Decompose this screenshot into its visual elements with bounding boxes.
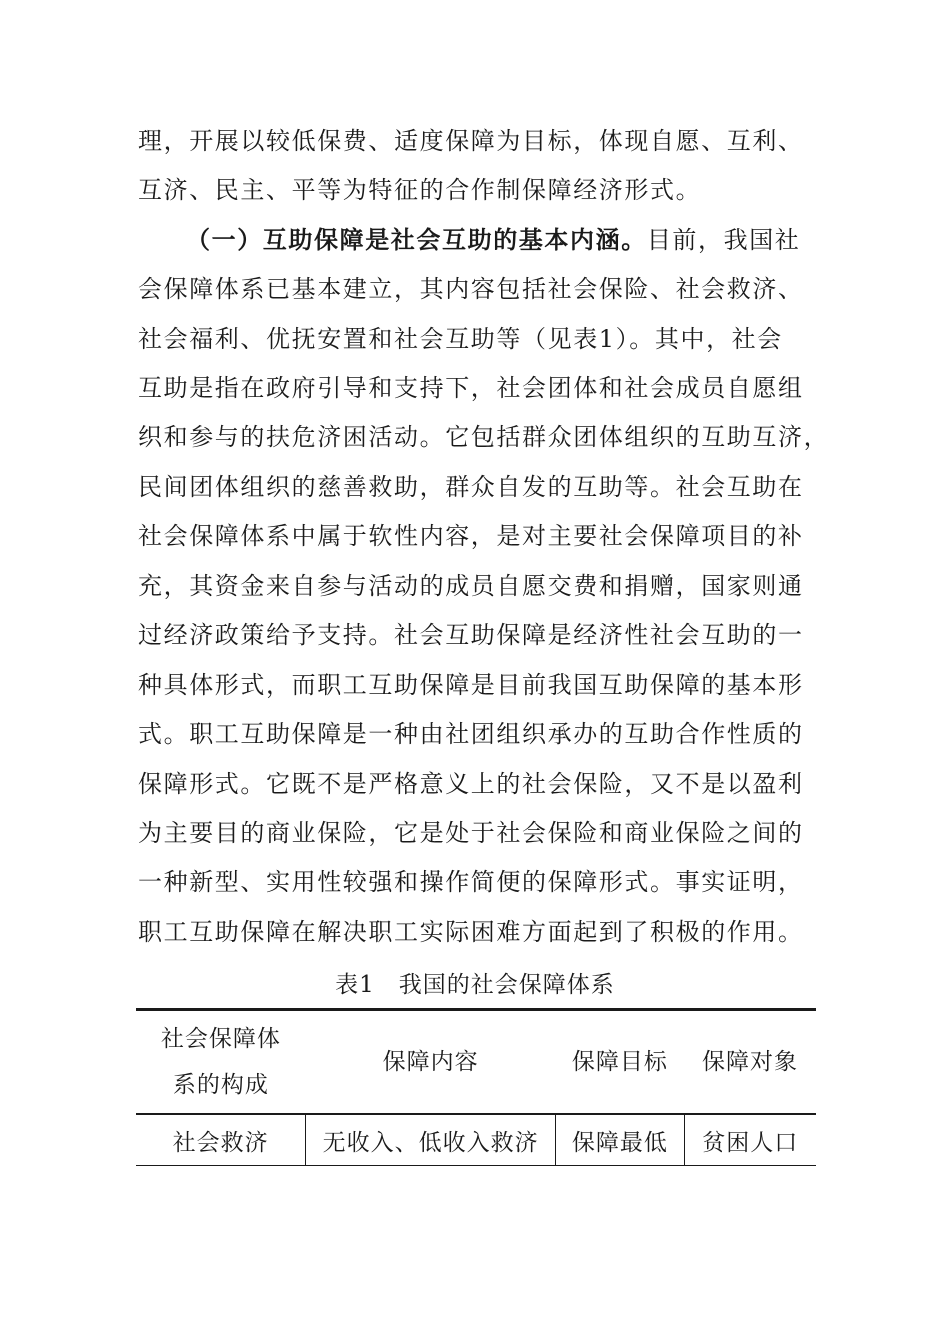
- cell-target: 贫困人口: [684, 1114, 816, 1166]
- section-heading-line: [186, 224, 818, 256]
- body-line-17: 职工互助保障在解决职工实际困难方面起到了积极的作用。: [138, 918, 804, 946]
- body-line-15: 为主要目的商业保险，它是处于社会保险和商业保险之间的: [138, 819, 804, 847]
- body-line-8: 民间团体组织的慈善救助，群众自发的互助等。社会互助在: [138, 473, 804, 501]
- body-line-6: 互助是指在政府引导和支持下，社会团体和社会成员自愿组: [138, 374, 804, 402]
- body-line-4: 会保障体系已基本建立，其内容包括社会保险、社会救济、: [138, 275, 804, 303]
- table-row: [136, 1114, 816, 1166]
- body-line-1: 理，开展以较低保费、适度保障为目标，体现自愿、互利、: [138, 127, 804, 155]
- social-security-table: [136, 1008, 816, 1166]
- section-heading-rest: 目前，我国社: [646, 226, 801, 254]
- table-caption: 表1 我国的社会保障体系: [335, 972, 615, 998]
- header-goal: 保障目标: [571, 1049, 668, 1075]
- body-line-7: 织和参与的扶危济困活动。它包括群众团体组织的互助互济，: [138, 423, 830, 451]
- body-line-16: 一种新型、实用性较强和操作简便的保障形式。事实证明，: [138, 868, 804, 896]
- header-content: 保障内容: [382, 1049, 479, 1075]
- body-line-2: 互济、民主、平等为特征的合作制保障经济形式。: [138, 176, 702, 204]
- header-composition-line-1: 社会保障体: [160, 1026, 281, 1052]
- body-line-13: 式。职工互助保障是一种由社团组织承办的互助合作性质的: [138, 720, 804, 748]
- body-line-14: 保障形式。它既不是严格意义上的社会保险，又不是以盈利: [138, 770, 804, 798]
- header-composition-line-2: 系的构成: [172, 1072, 269, 1098]
- table-header-row: [136, 1010, 816, 1115]
- body-line-5: 社会福利、优抚安置和社会互助等（见表1）。其中，社会: [138, 325, 783, 353]
- body-line-12: 种具体形式，而职工互助保障是目前我国互助保障的基本形: [138, 671, 804, 699]
- cell-goal: 保障最低: [556, 1114, 684, 1166]
- header-composition: [136, 1010, 306, 1115]
- body-line-11: 过经济政策给予支持。社会互助保障是经济性社会互助的一: [138, 621, 804, 649]
- cell-composition: 社会救济: [172, 1129, 269, 1156]
- body-line-10: 充，其资金来自参与活动的成员自愿交费和捐赠，国家则通: [138, 572, 804, 600]
- header-target: 保障对象: [702, 1049, 799, 1075]
- section-heading: （一）互助保障是社会互助的基本内涵。: [186, 225, 647, 254]
- body-line-9: 社会保障体系中属于软性内容，是对主要社会保障项目的补: [138, 522, 804, 550]
- cell-content: 无收入、低收入救济: [306, 1114, 556, 1166]
